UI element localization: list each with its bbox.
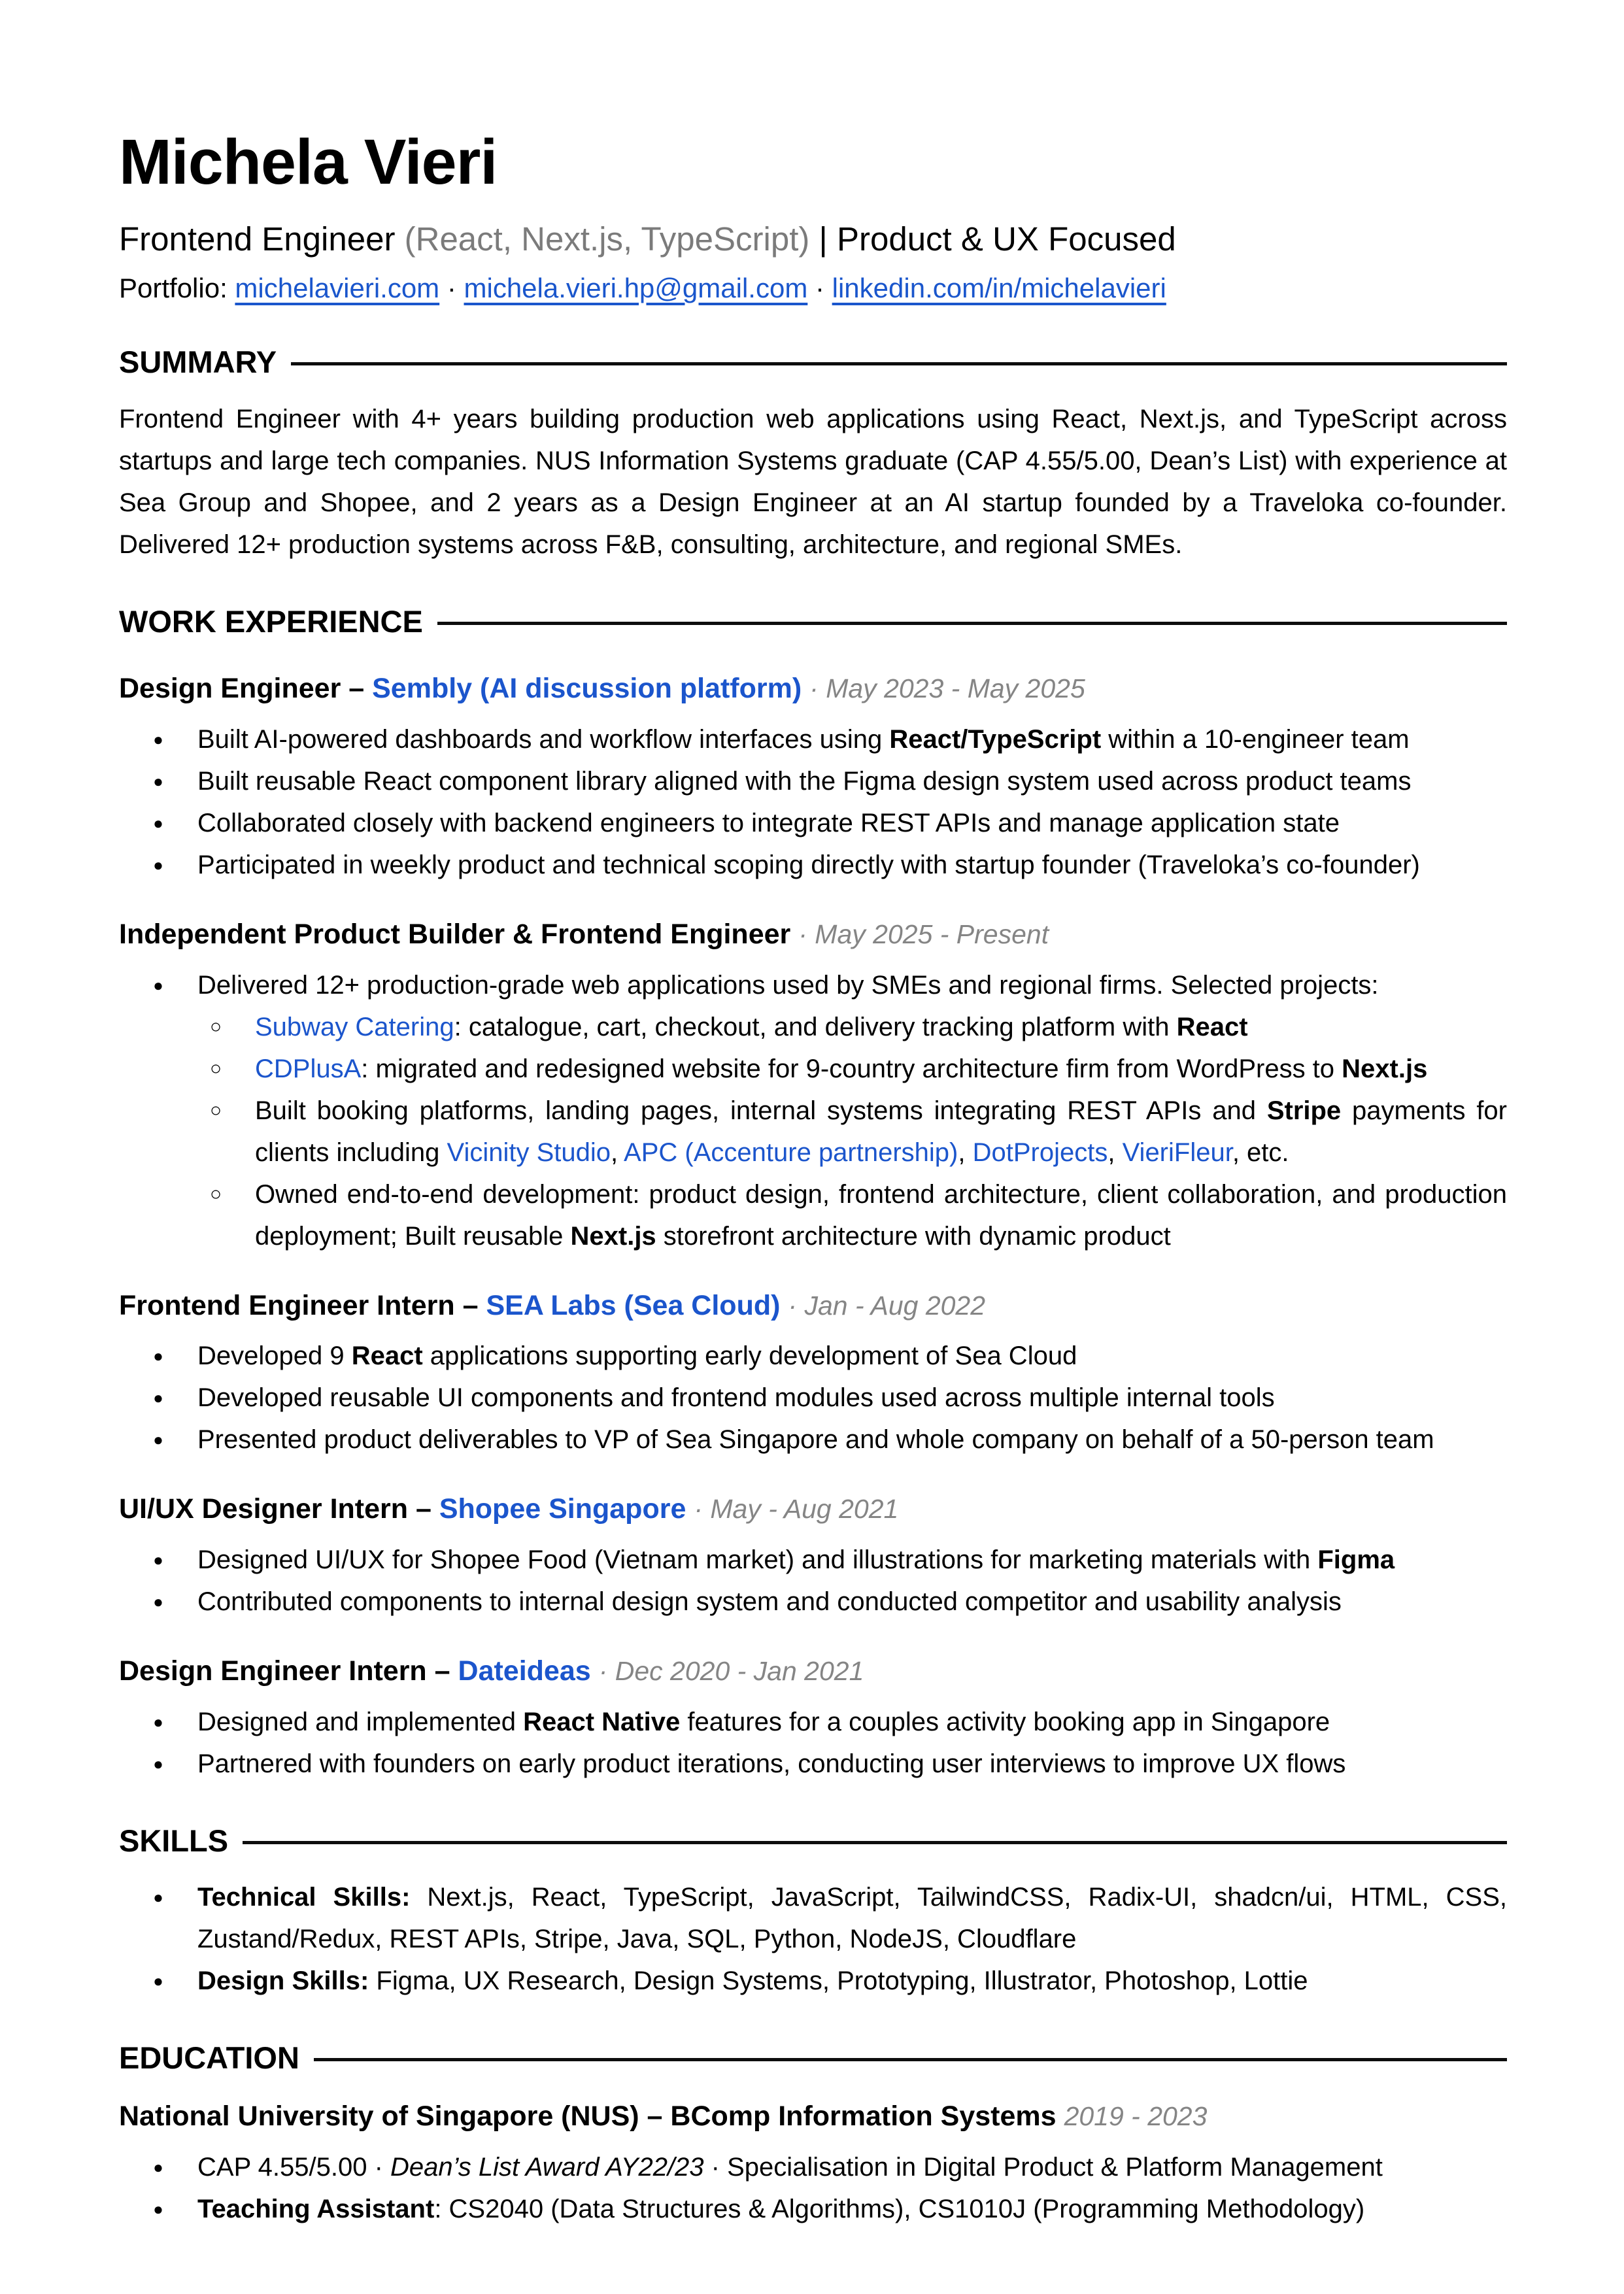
text-run: applications supporting early development of Sea Cloud bbox=[422, 1341, 1077, 1371]
job-bullet bbox=[119, 2188, 1507, 2230]
bullet-text bbox=[197, 767, 1411, 796]
text-run: Partnered with founders on early product iterations, conducting user interviews to improve UX flows bbox=[197, 1749, 1346, 1778]
job-sub-bullet bbox=[119, 1048, 1507, 1090]
disc-bullet-icon: ● bbox=[153, 1388, 163, 1408]
disc-bullet-icon: ● bbox=[153, 1971, 163, 1991]
text-run: Next.js bbox=[570, 1221, 656, 1251]
skills-bullet bbox=[119, 1876, 1507, 1960]
inline-link[interactable]: DotProjects bbox=[972, 1138, 1108, 1167]
bullet-text bbox=[197, 1425, 1434, 1454]
text-run: · Specialisation in Digital Product & Platform Management bbox=[703, 2152, 1383, 2182]
job-bullet bbox=[119, 2146, 1507, 2188]
job-bullet bbox=[119, 1335, 1507, 1377]
disc-bullet-icon: ● bbox=[153, 1346, 163, 1366]
circle-bullet-icon: ○ bbox=[209, 1099, 222, 1121]
text-run: Collaborated closely with backend engineers to integrate REST APIs and manage application state bbox=[197, 808, 1340, 837]
job-entry bbox=[119, 1492, 1507, 1623]
text-run: Next.js, React, TypeScript, JavaScript, TailwindCSS, Radix-UI, shadcn/ui, HTML, CSS, Zustand/Redux, REST APIs, Stripe, Java, SQL, Python, NodeJS, Cloudflare bbox=[197, 1883, 1507, 1954]
text-run: Dean’s List Award AY22/23 bbox=[390, 2152, 704, 2182]
skills-bullet bbox=[119, 1960, 1507, 2002]
bullet-text bbox=[255, 1096, 1507, 1167]
section-heading: EDUCATION bbox=[119, 2040, 299, 2076]
bullet-text bbox=[197, 1966, 1308, 1995]
job-title-separator: – bbox=[454, 1289, 486, 1321]
portfolio-website-link[interactable]: michelavieri.com bbox=[235, 272, 440, 303]
job-title bbox=[119, 917, 1507, 953]
job-dates: 2019 - 2023 bbox=[1064, 2100, 1208, 2131]
text-run: Delivered 12+ production-grade web applications used by SMEs and regional firms. Selected projects: bbox=[197, 970, 1379, 1000]
job-dates: · May 2023 - May 2025 bbox=[809, 673, 1085, 704]
text-run: : catalogue, cart, checkout, and delivery tracking platform with bbox=[454, 1012, 1177, 1041]
job-bullet bbox=[119, 1419, 1507, 1460]
job-title bbox=[119, 671, 1507, 707]
text-run: Participated in weekly product and technical scoping directly with startup founder (Traveloka’s co-founder) bbox=[197, 850, 1420, 879]
text-run: Figma, UX Research, Design Systems, Prototyping, Illustrator, Photoshop, Lottie bbox=[369, 1966, 1308, 1996]
text-run: payments for clients including bbox=[255, 1096, 1508, 1167]
section-heading: SKILLS bbox=[119, 1823, 229, 1858]
job-dates: · Dec 2020 - Jan 2021 bbox=[598, 1656, 864, 1687]
linkedin-link[interactable]: linkedin.com/in/michelavieri bbox=[832, 272, 1166, 303]
bullet-text bbox=[197, 2195, 1364, 2223]
text-run: Built reusable React component library aligned with the Figma design system used across product teams bbox=[197, 766, 1412, 796]
job-title-separator: – bbox=[341, 673, 373, 705]
text-run: features for a couples activity booking app in Singapore bbox=[680, 1707, 1330, 1736]
job-entry bbox=[119, 1654, 1507, 1785]
resume-sections bbox=[119, 344, 1507, 2229]
skills-list bbox=[119, 1876, 1507, 2002]
text-run: : migrated and redesigned website for 9-country architecture firm from WordPress to bbox=[361, 1054, 1342, 1083]
disc-bullet-icon: ● bbox=[153, 771, 163, 791]
job-entry bbox=[119, 671, 1507, 886]
section-header-skills bbox=[119, 1823, 1507, 1859]
disc-bullet-icon: ● bbox=[153, 813, 163, 833]
text-run: Designed UI/UX for Shopee Food (Vietnam market) and illustrations for marketing materials with bbox=[197, 1545, 1318, 1575]
job-bullet bbox=[119, 1581, 1507, 1623]
text-run: Next.js bbox=[1342, 1054, 1428, 1083]
job-title-separator: – bbox=[426, 1655, 458, 1687]
job-title bbox=[119, 2099, 1507, 2134]
bullet-text bbox=[255, 1054, 1427, 1083]
disc-bullet-icon: ● bbox=[153, 1430, 163, 1450]
job-bullet bbox=[119, 760, 1507, 802]
disc-bullet-icon: ● bbox=[153, 2199, 163, 2219]
section-rule bbox=[243, 1841, 1507, 1844]
text-run: CAP 4.55/5.00 · bbox=[197, 2152, 390, 2182]
company-link[interactable]: Dateideas bbox=[458, 1655, 591, 1687]
circle-bullet-icon: ○ bbox=[209, 1057, 222, 1079]
company-link[interactable]: SEA Labs (Sea Cloud) bbox=[486, 1289, 781, 1321]
job-title bbox=[119, 1289, 1507, 1324]
text-run: Teaching Assistant bbox=[197, 2194, 435, 2223]
job-title bbox=[119, 1654, 1507, 1689]
job-role: Design Engineer bbox=[119, 673, 341, 705]
bullet-text bbox=[197, 1383, 1275, 1412]
section-skills bbox=[119, 1823, 1507, 2002]
disc-bullet-icon: ● bbox=[153, 2157, 163, 2177]
text-run: : CS2040 (Data Structures & Algorithms), CS1010J (Programming Methodology) bbox=[434, 2194, 1365, 2223]
inline-link[interactable]: Subway Catering bbox=[255, 1012, 454, 1041]
portfolio-label: Portfolio: bbox=[119, 272, 235, 303]
text-run: , bbox=[1108, 1138, 1123, 1167]
inline-link[interactable]: APC (Accenture partnership) bbox=[624, 1138, 958, 1167]
disc-bullet-icon: ● bbox=[153, 975, 163, 995]
bullet-text bbox=[197, 1749, 1345, 1778]
text-run: Technical Skills: bbox=[197, 1883, 411, 1912]
text-run: within a 10-engineer team bbox=[1101, 724, 1410, 754]
job-sub-bullet bbox=[119, 1173, 1507, 1257]
title-stack-muted: (React, Next.js, TypeScript) bbox=[404, 220, 810, 258]
disc-bullet-icon: ● bbox=[153, 1712, 163, 1732]
circle-bullet-icon: ○ bbox=[209, 1183, 222, 1205]
job-bullet bbox=[119, 1701, 1507, 1743]
link-separator: · bbox=[807, 272, 832, 303]
company-link[interactable]: Shopee Singapore bbox=[439, 1493, 686, 1525]
job-bullet bbox=[119, 964, 1507, 1006]
company-link[interactable]: Sembly (AI discussion platform) bbox=[372, 673, 802, 705]
section-education bbox=[119, 2040, 1507, 2229]
job-role: National University of Singapore (NUS) – BComp Information Systems bbox=[119, 2100, 1057, 2132]
bullet-text bbox=[197, 971, 1379, 1000]
summary-paragraph: Frontend Engineer with 4+ years building production web applications using React, Next.js, and TypeScript across startups and large tech companies. NUS Information Systems graduate (CAP 4.55/5.00, Dean’s List) with experience at Sea Group and Shopee, and 2 years as a Design Engineer at an AI startup founded by a Traveloka co-founder. Delivered 12+ production systems across F&B, consulting, architecture, and regional SMEs. bbox=[119, 404, 1507, 559]
disc-bullet-icon: ● bbox=[153, 1753, 163, 1774]
section-heading: WORK EXPERIENCE bbox=[119, 603, 423, 639]
job-dates: · Jan - Aug 2022 bbox=[788, 1290, 986, 1321]
job-entry bbox=[119, 2099, 1507, 2230]
person-title bbox=[119, 220, 1507, 259]
text-run: Presented product deliverables to VP of Sea Singapore and whole company on behalf of a 50-person team bbox=[197, 1425, 1434, 1455]
text-run: , bbox=[611, 1138, 624, 1167]
text-run: Design Skills: bbox=[197, 1966, 369, 1996]
text-run: React bbox=[351, 1341, 423, 1371]
disc-bullet-icon: ● bbox=[153, 854, 163, 875]
text-run: Developed reusable UI components and frontend modules used across multiple internal tools bbox=[197, 1383, 1275, 1413]
section-rule bbox=[291, 362, 1507, 365]
text-run: Designed and implemented bbox=[197, 1707, 524, 1736]
bullet-text bbox=[255, 1013, 1248, 1041]
job-entry bbox=[119, 1289, 1507, 1461]
text-run: , bbox=[958, 1138, 973, 1167]
text-run: Contributed components to internal design system and conducted competitor and usability analysis bbox=[197, 1587, 1342, 1617]
title-focus: | Product & UX Focused bbox=[809, 220, 1176, 258]
section-header-education bbox=[119, 2040, 1507, 2076]
bullet-text bbox=[197, 1545, 1395, 1574]
text-run: Built AI-powered dashboards and workflow interfaces using bbox=[197, 724, 890, 754]
job-bullet bbox=[119, 1539, 1507, 1581]
job-role: Design Engineer Intern bbox=[119, 1655, 427, 1687]
circle-bullet-icon: ○ bbox=[209, 1015, 222, 1037]
job-entry bbox=[119, 917, 1507, 1257]
bullet-text bbox=[197, 1587, 1342, 1616]
title-main: Frontend Engineer bbox=[119, 220, 405, 258]
section-summary bbox=[119, 344, 1507, 565]
text-run: storefront architecture with dynamic product bbox=[656, 1221, 1171, 1251]
job-sub-bullet bbox=[119, 1090, 1507, 1173]
link-separator: · bbox=[439, 272, 464, 303]
job-bullet bbox=[119, 802, 1507, 844]
person-name: Michela Vieri bbox=[119, 126, 498, 197]
text-run: React bbox=[1176, 1012, 1248, 1041]
bullet-text bbox=[197, 2153, 1383, 2182]
disc-bullet-icon: ● bbox=[153, 1592, 163, 1612]
section-heading: SUMMARY bbox=[119, 345, 277, 380]
job-bullet bbox=[119, 718, 1507, 760]
bullet-text bbox=[197, 1708, 1330, 1736]
job-title-separator: – bbox=[408, 1493, 439, 1525]
email-link[interactable]: michela.vieri.hp@gmail.com bbox=[464, 272, 808, 303]
text-run: Developed 9 bbox=[197, 1341, 352, 1371]
bullet-text bbox=[197, 809, 1340, 837]
bullet-text bbox=[197, 1883, 1507, 1953]
section-header-summary bbox=[119, 344, 1507, 380]
text-run: React/TypeScript bbox=[889, 724, 1102, 754]
disc-bullet-icon: ● bbox=[153, 1887, 163, 1908]
text-run: Owned end-to-end development: product design, frontend architecture, client collaboration, and production deployment; Built reusable bbox=[255, 1179, 1507, 1251]
section-rule bbox=[314, 2058, 1507, 2061]
text-run: Built booking platforms, landing pages, internal systems integrating REST APIs and bbox=[255, 1096, 1267, 1125]
job-role: Independent Product Builder & Frontend Engineer bbox=[119, 918, 791, 950]
job-title bbox=[119, 1492, 1507, 1527]
job-bullet bbox=[119, 1377, 1507, 1419]
bullet-text bbox=[255, 1180, 1507, 1251]
section-work bbox=[119, 603, 1507, 1785]
inline-link[interactable]: Vicinity Studio bbox=[447, 1138, 611, 1167]
text-run: React Native bbox=[523, 1707, 681, 1736]
disc-bullet-icon: ● bbox=[153, 1550, 163, 1570]
job-sub-bullet bbox=[119, 1006, 1507, 1048]
portfolio-line bbox=[119, 271, 1507, 307]
job-bullet bbox=[119, 844, 1507, 886]
job-role: Frontend Engineer Intern bbox=[119, 1289, 455, 1321]
inline-link[interactable]: VieriFleur bbox=[1122, 1138, 1232, 1167]
section-rule bbox=[437, 622, 1507, 625]
text-run: Stripe bbox=[1266, 1096, 1342, 1125]
inline-link[interactable]: CDPlusA bbox=[255, 1054, 362, 1083]
bullet-text bbox=[197, 1341, 1077, 1370]
job-dates: · May - Aug 2021 bbox=[694, 1494, 899, 1525]
disc-bullet-icon: ● bbox=[153, 729, 163, 749]
text-run: , etc. bbox=[1232, 1138, 1289, 1167]
job-dates: · May 2025 - Present bbox=[798, 919, 1049, 949]
job-bullet bbox=[119, 1743, 1507, 1785]
text-run: Figma bbox=[1317, 1545, 1395, 1575]
bullet-text bbox=[197, 851, 1420, 879]
job-role: UI/UX Designer Intern bbox=[119, 1493, 409, 1525]
bullet-text bbox=[197, 725, 1410, 754]
section-header-work bbox=[119, 603, 1507, 640]
